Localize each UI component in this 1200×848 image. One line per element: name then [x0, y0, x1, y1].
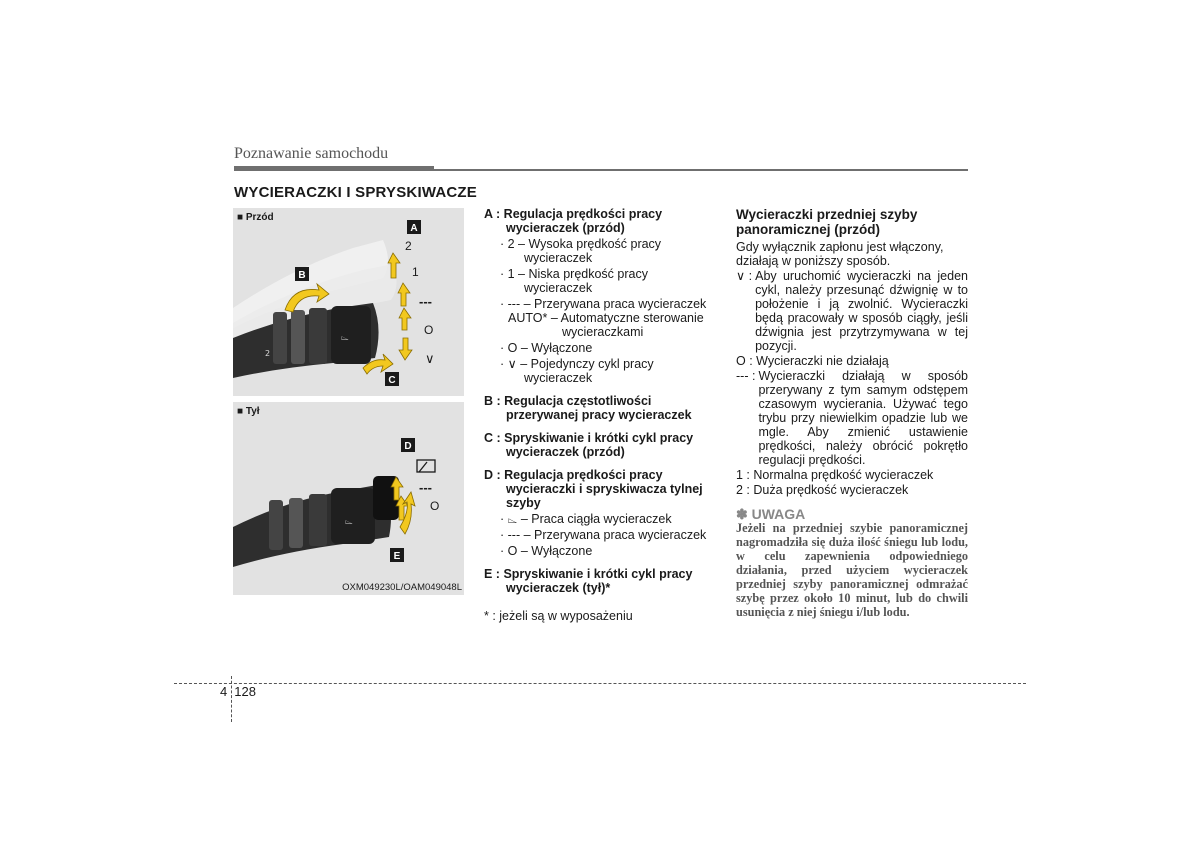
figure-caption: OXM049230L/OAM049048L [342, 582, 462, 593]
footnote: * : jeżeli są w wyposażeniu [484, 609, 633, 623]
legend-item-b: B : Regulacja częstotliwości przerywanej pracy wycieraczek [484, 394, 692, 422]
footer-rule [174, 683, 1026, 684]
svg-text:⌳: ⌳ [341, 332, 349, 343]
front-figure-label: ■ Przód [237, 212, 274, 223]
intro-paragraph: Gdy wyłącznik zapłonu jest włączony, działają w poniższy sposób. [736, 240, 944, 268]
front-wiper-figure [233, 208, 464, 396]
rear-wiper-figure [233, 402, 464, 595]
position-off-label: O [424, 323, 434, 337]
section-title: WYCIERACZKI I SPRYSKIWACZE [234, 184, 477, 201]
running-header: Poznawanie samochodu [234, 145, 389, 162]
position-single-label: ∨ [425, 351, 435, 366]
legend-item-d: D : Regulacja prędkości pracy wycieraczki i spryskiwacza tylnej szyby · ⌳ – Praca ciągła wycieraczek · --- – Przerywana praca wycieraczek · O – Wyłączone [484, 468, 707, 558]
rear-figure-label: ■ Tył [237, 406, 260, 417]
caution-heading: ✽ UWAGA [736, 506, 806, 522]
position-1-label: 1 [412, 265, 419, 279]
rear-wiper-symbol-icon [417, 460, 435, 472]
svg-text:⌳: ⌳ [345, 516, 353, 527]
position-intermittent-label: --- [419, 294, 432, 309]
rear-lever-illustration [233, 402, 464, 595]
description-column [736, 207, 968, 619]
legend-column [484, 207, 720, 623]
footer-divider [231, 676, 232, 722]
page-number: 4 128 [220, 684, 256, 699]
rear-position-off-label: O [430, 499, 440, 513]
rear-position-intermittent-label: --- [419, 480, 432, 495]
legend-item-c: C : Spryskiwanie i krótki cykl pracy wycieraczek (przód) [484, 431, 694, 459]
marker-a: A [410, 223, 418, 234]
definition-single-cycle: ∨ : Aby uruchomić wycieraczki na jeden cykl, należy przesunąć dźwignię w to położenie i ją zwolnić. Wycieraczki będą pracowały w sposób ciągły, jeśli dźwignia jest przytrzymywana w tej pozycji. [736, 269, 968, 353]
legend-item-a: A : Regulacja prędkości pracy wycieraczek (przód) · 2 – Wysoka prędkość pracy wycieraczek · 1 – Niska prędkość pracy wycieraczek · --- – Przerywana praca wycieraczek AUTO* – Automatyczne sterowanie wycieraczkami · O – Wyłączone · ∨ – Pojedynczy cykl pracy wycieraczek [484, 207, 707, 385]
marker-d: D [404, 441, 412, 452]
marker-e: E [393, 551, 401, 562]
header-rule [434, 169, 968, 171]
definition-intermittent: --- : Wycieraczki działają w sposób przerywany z tym samym odstępem czasowym wycierania. Używać tego trybu przy niewielkim opadzie lub we mgle. Aby zmienić ustawienie prędkości, należy obrócić pokrętło regulacji prędkości. [736, 369, 968, 467]
definition-off: O : Wycieraczki nie działają [736, 354, 889, 368]
marker-b: B [298, 270, 306, 281]
definition-high-speed: 2 : Duża prędkość wycieraczek [736, 483, 909, 497]
legend-item-e: E : Spryskiwanie i krótki cykl pracy wycieraczek (tył)* [484, 567, 693, 595]
definition-low-speed: 1 : Normalna prędkość wycieraczek [736, 468, 934, 482]
front-lever-illustration [233, 208, 464, 396]
subsection-heading: Wycieraczki przedniej szyby panoramicznej (przód) [736, 207, 918, 237]
marker-c: C [388, 375, 396, 386]
position-2-label: 2 [405, 239, 412, 253]
caution-text: Jeżeli na przedniej szybie panoramicznej nagromadziła się duża ilość śniegu lub lodu, w celu zapewnienia odpowiedniego działania, przed użyciem wycieraczek przedniej szyby panoramicznej odmrażać szybę przez około 10 minut, lub do chwili usunięcia z niej śniegu i/lub lodu. [736, 521, 968, 619]
svg-text:2: 2 [265, 349, 271, 358]
header-bar [234, 166, 434, 171]
